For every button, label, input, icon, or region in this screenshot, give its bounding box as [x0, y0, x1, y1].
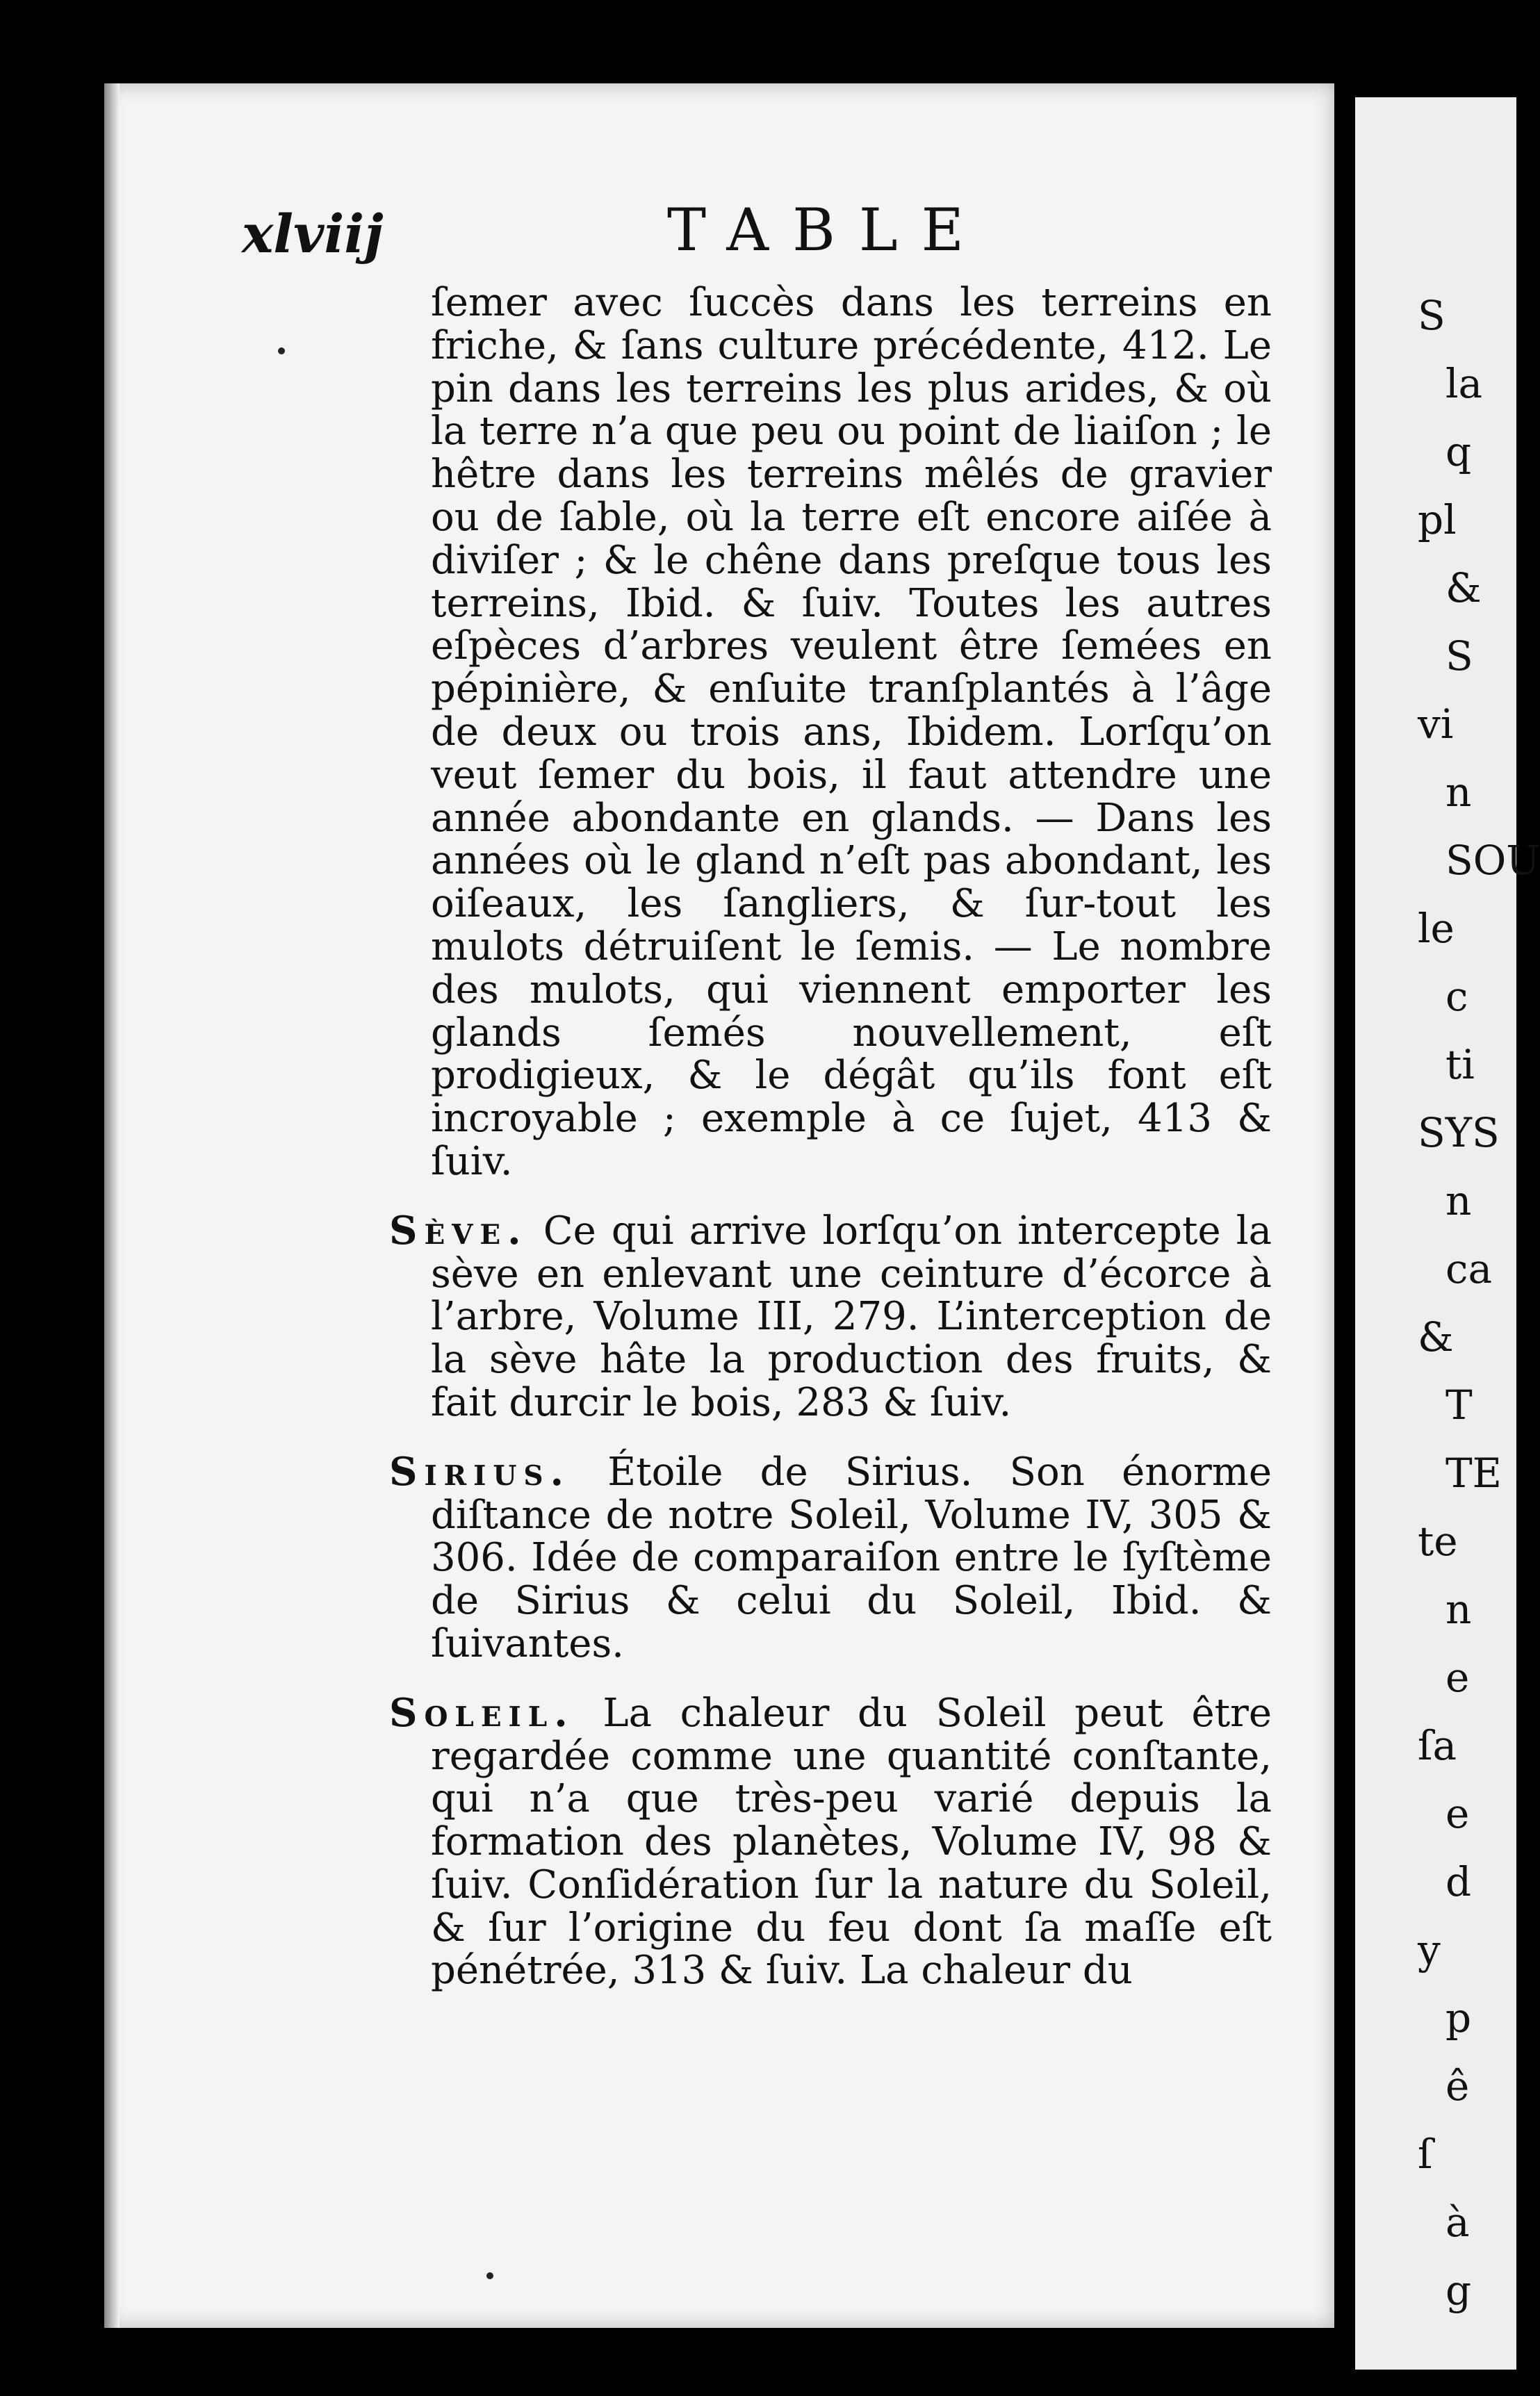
adjacent-page-fragment: ſa — [1418, 1722, 1457, 1769]
adjacent-page — [1355, 97, 1540, 2370]
entry-seve — [389, 1207, 1272, 1425]
adjacent-page-fragment: T — [1445, 1381, 1473, 1429]
adjacent-page-fragment: & — [1418, 1313, 1454, 1361]
adjacent-page-fragment: vi — [1418, 700, 1454, 748]
adjacent-page-fragment: à — [1445, 2199, 1470, 2246]
adjacent-page-fragment: le — [1418, 905, 1455, 952]
entry-head: Soleil. — [389, 1689, 575, 1736]
adjacent-page-fragment: S — [1445, 632, 1473, 680]
adjacent-page-fragment: ti — [1445, 1041, 1475, 1088]
entry-text: ſemer avec ſuccès dans les terreins en friche, & ſans culture précédente, 412. Le pin dans les terreins les plus arides, & où la terre n’a que peu ou point de liaiſon ; le hêtre dans les terreins mêlés de gravier ou de ſable, où la terre eſt encore aiſée à diviſer ; & le chêne dans preſque tous les terreins, Ibid. & ſuiv. Toutes les autres eſpèces d’arbres veulent être ſemées en pépinière, & enſuite tranſplantés à l’âge de deux ou trois ans, Ibidem. Lorſqu’on veut ſemer du bois, il faut attendre une année abondante en glands. — Dans les années où le gland n’eſt pas abondant, les oiſeaux, les ſangliers, & ſur-tout les mulots détruiſent le ſemis. — Le nombre des mulots, qui viennent emporter les glands ſemés nouvellement, eſt prodigieux, & le dégât qu’ils font eſt incroyable ; exemple à ce ſujet, 413 & ſuiv. — [431, 280, 1272, 1184]
adjacent-page-fragment: c — [1445, 973, 1468, 1020]
entry-text: La chaleur du Soleil peut être regardée comme une quantité conſtante, qui n’a que très-peu varié depuis la formation des planètes, Volume IV, 98 & ſuiv. Conſidération ſur la nature du Soleil, & ſur l’origine du feu dont ſa maſſe eſt pénétrée, 313 & ſuiv. La chaleur du — [431, 1690, 1272, 1994]
adjacent-page-fragment: TE — [1445, 1450, 1502, 1497]
adjacent-page-fragment: SOU — [1445, 837, 1540, 884]
adjacent-page-fragment: n — [1445, 1177, 1472, 1224]
entry-head: Sève. — [389, 1207, 528, 1254]
entry-continuation — [389, 281, 1272, 1183]
adjacent-page-fragment: q — [1445, 428, 1472, 475]
page-number: xlviij — [242, 203, 384, 265]
adjacent-page-fragment: pl — [1418, 496, 1457, 543]
adjacent-page-fragment: y — [1418, 1926, 1441, 1974]
adjacent-page-fragment: d — [1445, 1858, 1472, 1905]
running-title: TABLE — [667, 196, 988, 264]
adjacent-page-fragment: te — [1418, 1518, 1458, 1565]
ink-speck — [278, 347, 285, 354]
index-text — [389, 281, 1272, 2019]
entry-sirius — [389, 1448, 1272, 1666]
entry-text: Étoile de Sirius. Son énorme diſtance de notre Soleil, Volume IV, 305 & 306. Idée de comparaiſon entre le ſyſtème de Sirius & celui du Soleil, Ibid. & ſuivantes. — [431, 1449, 1272, 1666]
adjacent-page-fragment: ca — [1445, 1245, 1493, 1293]
adjacent-page-fragment: S — [1418, 292, 1445, 339]
entry-head: Sirius. — [389, 1448, 571, 1495]
entry-soleil — [389, 1689, 1272, 1994]
adjacent-page-fragment: p — [1445, 1994, 1472, 2042]
adjacent-page-fragment: e — [1445, 1654, 1470, 1701]
adjacent-page-fragment: la — [1445, 360, 1483, 407]
adjacent-page-fragment: ſ — [1418, 2131, 1433, 2178]
adjacent-page-fragment: ê — [1445, 2062, 1470, 2110]
adjacent-page-fragment: n — [1445, 1586, 1472, 1633]
adjacent-page-fragment: SYS — [1418, 1109, 1500, 1156]
adjacent-page-fragment: e — [1445, 1790, 1470, 1837]
adjacent-page-fragment: n — [1445, 769, 1472, 816]
adjacent-page-fragment: & — [1445, 564, 1482, 612]
entry-text: Ce qui arrive lorſqu’on intercepte la sève en enlevant une ceinture d’écorce à l’arbre, Volume III, 279. L’interception de la sève hâte la production des fruits, & fait durcir le bois, 283 & ſuiv. — [431, 1208, 1272, 1425]
adjacent-page-fragment: g — [1445, 2267, 1472, 2314]
ink-speck — [486, 2272, 493, 2279]
